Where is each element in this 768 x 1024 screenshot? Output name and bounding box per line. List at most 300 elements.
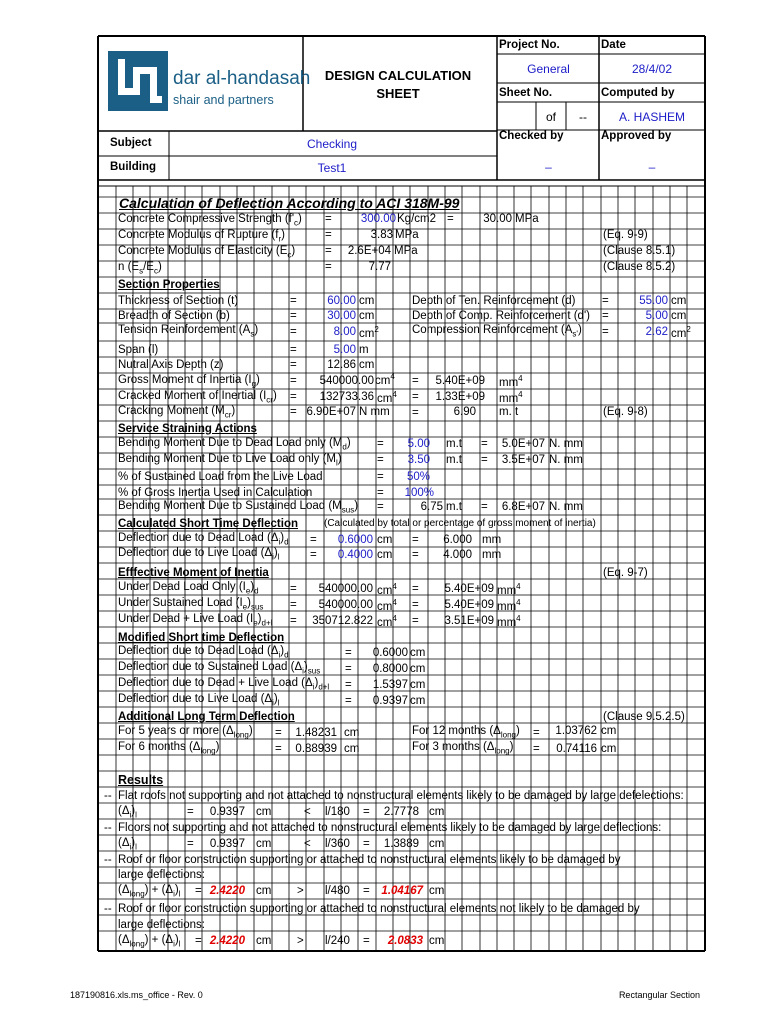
- result-1-text: Flat roofs not supporting and not attached to nonstructural elements likely to be damaged by large defelections:: [118, 790, 684, 802]
- ie-s-unit: $cm^4$: [377, 598, 397, 613]
- eq-sign: =: [345, 663, 352, 675]
- ec-ref: (Clause 8.5.1): [603, 245, 676, 257]
- eq-sign: =: [602, 310, 609, 322]
- eq-sign: =: [275, 743, 282, 755]
- eq-sign: =: [345, 679, 352, 691]
- result-4-limit-unit: cm: [429, 935, 445, 947]
- eq-sign: =: [310, 549, 317, 561]
- ig-unit: $cm^4$: [375, 372, 395, 387]
- computed-by-label: Computed by: [601, 87, 675, 99]
- eq-sign: =: [533, 727, 540, 739]
- d-label: Depth of Ten. Reinforcement (d): [412, 295, 576, 307]
- ie-s-mm-unit-text: mm: [497, 601, 517, 613]
- sheet-no-label: Sheet No.: [499, 87, 553, 99]
- span-value: 5.00: [333, 344, 356, 356]
- eq-sign: =: [377, 501, 384, 513]
- span-unit: m: [359, 344, 369, 356]
- mcr-ref: (Eq. 9-8): [603, 406, 648, 418]
- eq-sign: =: [412, 407, 419, 419]
- fr-unit: MPa: [395, 229, 419, 241]
- eq-sign: =: [412, 391, 419, 403]
- msus-value: 6.75: [420, 501, 443, 513]
- sheet-title-line1: DESIGN CALCULATION: [324, 68, 472, 83]
- n-mid: /E: [143, 261, 154, 273]
- md-l-sub2: l: [277, 698, 280, 708]
- mcr-sub: cr: [224, 410, 232, 420]
- fc-value: 300.00: [360, 213, 396, 225]
- st-dd-sub: i: [278, 537, 281, 547]
- mcr-unit: N mm: [359, 406, 390, 418]
- icr-value: 132733.36: [319, 391, 374, 403]
- eq-sign: =: [363, 806, 370, 818]
- md-d-label: Deflection due to Dead Load $(\Delta_i)_d$: [118, 645, 289, 660]
- md-d-unit: cm: [410, 647, 426, 659]
- ie-s-mm-unit: $mm^4$: [497, 598, 521, 613]
- fc-mpa: 30.00: [483, 213, 512, 225]
- md-s-label-text: Deflection due to Sustained Load (Δ: [118, 661, 303, 673]
- eq-sign: =: [602, 295, 609, 307]
- md-l-unit: cm: [410, 695, 426, 707]
- short-time-heading: Calculated Short Time Deflection: [118, 518, 298, 530]
- md-d-sub2: d: [284, 650, 289, 660]
- ie-s-sub: e: [242, 602, 248, 612]
- ml-label: Bending Moment Due to Live Load only $(M_l)$: [118, 453, 342, 468]
- ie-d-sub: e: [245, 586, 251, 596]
- lt-m6-label-text: For 6 months (Δ: [118, 741, 201, 753]
- result-dash: --: [104, 790, 112, 802]
- asp-unit: $cm^2$: [671, 325, 691, 340]
- st-dl-label: Deflection due to Live Load $(\Delta_i)_l$: [118, 547, 280, 562]
- ie-dl-sub: e: [253, 618, 258, 628]
- as-value: 8.00: [333, 326, 356, 338]
- md-dl-label: Deflection due to Dead + Live Load $(\Delta_i)_{d+l}$: [118, 677, 330, 692]
- r4-sym-b-sub2: l: [178, 939, 181, 949]
- ie-s-label: Under Sustained Load $(I_e)_{sus}$: [118, 597, 264, 612]
- md-l-sub: i: [272, 698, 274, 708]
- result-3-limit-unit: cm: [429, 885, 445, 897]
- fc-sub: c: [294, 218, 299, 228]
- eq-sign: =: [377, 487, 384, 499]
- ie-d-sub2: d: [254, 586, 259, 596]
- company-name: dar al-handasah: [173, 68, 311, 89]
- result-1-symbol: $(\Delta_i)_l$: [118, 805, 137, 820]
- ml-nmm-unit: N. mm: [549, 454, 583, 466]
- result-2-text: Floors not supporting and not attached to nonstructural elements likely to be damaged by large deflections:: [118, 822, 662, 834]
- ie-d-mm-unit-text: mm: [497, 585, 517, 597]
- md-label: Bending Moment Due to Dead Load only $(M_d)$: [118, 437, 351, 452]
- eq-sign: =: [447, 213, 454, 225]
- sheet-total: --: [579, 110, 587, 124]
- result-1-limit: 2.7778: [383, 806, 419, 818]
- z-label: Nutral Axis Depth (z): [118, 359, 224, 371]
- r4-sym-b: ) + (Δ: [144, 934, 174, 946]
- result-4-text-2: large deflections:: [118, 919, 205, 931]
- sheet-title-line2: SHEET: [376, 86, 420, 101]
- dp-label: Depth of Comp. Reinforcement (d'): [412, 310, 590, 322]
- eq-sign: =: [195, 935, 202, 947]
- n-sub1: s: [139, 266, 144, 276]
- result-dash: --: [104, 854, 112, 866]
- t-unit: cm: [359, 295, 375, 307]
- md-d-value: 0.6000: [372, 647, 408, 659]
- result-dash: --: [104, 903, 112, 915]
- ec-sub: c: [287, 250, 292, 260]
- result-4-limit: 2.0833: [387, 935, 423, 947]
- as-unit: $cm^2$: [359, 325, 379, 340]
- result-4-text-1: Roof or floor construction supporting or attached to nonstructural elements not likely to be damaged by: [118, 903, 640, 915]
- eq-sign: =: [345, 695, 352, 707]
- computed-by-value: A. HASHEM: [618, 110, 685, 124]
- lt-y5-sub: long: [233, 730, 249, 740]
- eq-sign: =: [363, 885, 370, 897]
- lt-m12-label-text: For 12 months (Δ: [412, 725, 501, 737]
- as-unit-text: cm: [359, 328, 375, 340]
- n-value: 7.77: [368, 261, 391, 273]
- lt-m6-value: 0.88939: [295, 743, 337, 755]
- modified-heading: Modified Short time Deflection: [118, 632, 285, 644]
- ie-dl-label: Under Dead + Live Load $(I_e)_{d+l}$: [118, 613, 273, 628]
- eq-sign: =: [377, 438, 384, 450]
- st-dd-sub2: d: [284, 537, 289, 547]
- ie-s-label-text: Under Sustained Load (I: [118, 597, 243, 609]
- icr-label-text: Cracked Moment of Inertial (I: [118, 390, 267, 402]
- eq-sign: =: [325, 229, 332, 241]
- ie-dl-mm-unit: $mm^4$: [497, 614, 521, 629]
- ie-dl-mm-unit-text: mm: [497, 617, 517, 629]
- ml-label-text: Bending Moment Due to Live Load only (M: [118, 453, 336, 465]
- fr-ref: (Eq. 9-9): [603, 229, 648, 241]
- st-dd-mm-unit: mm: [482, 534, 502, 546]
- eq-sign: =: [412, 549, 419, 561]
- span-label: Span (l): [118, 344, 159, 356]
- n-label-text: n (E: [118, 261, 140, 273]
- r2-sym-sub2: l: [135, 842, 137, 852]
- msus-nmm-unit: N. mm: [549, 501, 583, 513]
- eq-sign: =: [363, 935, 370, 947]
- md-dl-sub: i: [312, 682, 315, 692]
- n-sub2: c: [153, 266, 158, 276]
- r2-sym: (Δ: [118, 837, 130, 849]
- ig-mm: 5.40E+09: [435, 375, 485, 387]
- lt-m12-sub: long: [500, 730, 516, 740]
- lt-y5-unit: cm: [344, 727, 360, 739]
- lt-m3-label: For 3 months $(\Delta_{long})$: [412, 741, 514, 756]
- main-title-text: Calculation of Deflection According to ACI 318M-99: [119, 195, 460, 211]
- lt-m6-sub: long: [200, 746, 216, 756]
- ec-unit: MPa: [394, 245, 418, 257]
- main-title: [119, 196, 459, 210]
- asp-sub: s': [572, 329, 578, 339]
- gross-label: % of Gross Inertia Used in Calculation: [118, 487, 313, 499]
- result-3-op: >: [297, 885, 304, 897]
- md-d-label-text: Deflection due to Dead Load (Δ: [118, 645, 279, 657]
- gross-value: 100%: [404, 487, 434, 499]
- mcr-label-text: Cracking Moment (M: [118, 405, 225, 417]
- eq-sign: =: [363, 838, 370, 850]
- mcr-t: 6.90: [453, 406, 476, 418]
- result-3-unit: cm: [256, 885, 272, 897]
- subject-value: Checking: [306, 137, 358, 151]
- st-dl-mm: 4.000: [443, 549, 472, 561]
- st-dl-value: 0.4000: [337, 549, 373, 561]
- md-dl-sub2: d+l: [318, 682, 330, 692]
- st-dd-value: 0.6000: [337, 534, 373, 546]
- fc-label: Concrete Compressive Strength $(f'_c)$: [118, 213, 302, 228]
- ie-dl-unit: $cm^4$: [377, 614, 397, 629]
- results-heading: Results: [118, 773, 164, 787]
- asp-value: 2.62: [645, 326, 668, 338]
- mcr-value: 6.90E+07: [306, 406, 356, 418]
- eq-sign: =: [602, 326, 609, 338]
- project-no-label: Project No.: [499, 39, 560, 51]
- b-value: 30.00: [327, 310, 356, 322]
- lt-m12-unit: cm: [601, 725, 617, 737]
- ie-s-unit-text: cm: [377, 601, 393, 613]
- dp-unit: cm: [671, 310, 687, 322]
- lt-y5-value: 1.48231: [295, 727, 337, 739]
- ie-d-label: Under Dead Load Only $(I_e)_d$: [118, 581, 259, 596]
- eq-sign: =: [412, 375, 419, 387]
- md-nmm: 5.0E+07: [501, 438, 545, 450]
- sheet-of: of: [545, 110, 556, 124]
- lt-m6-label: For 6 months $(\Delta_{long})$: [118, 741, 220, 756]
- r3-sym-b: ) + (Δ: [144, 884, 174, 896]
- sus-value: 50%: [406, 471, 430, 483]
- result-2-value: 0.9397: [209, 838, 245, 850]
- eq-sign: =: [275, 727, 282, 739]
- sus-label: % of Sustained Load from the Live Load: [118, 471, 323, 483]
- result-2-limit-label: l/360: [325, 838, 350, 850]
- ig-mm-unit-text: mm: [499, 377, 519, 389]
- ec-label-text: Concrete Modulus of Elasticity (E: [118, 245, 288, 257]
- msus-label-text: Bending Moment Due to Sustained Load (M: [118, 500, 342, 512]
- icr-sub: cr: [266, 395, 273, 405]
- eq-sign: =: [377, 454, 384, 466]
- ec-label: Concrete Modulus of Elasticity $(E_c)$: [118, 245, 296, 260]
- st-dl-sub: i: [272, 552, 274, 562]
- result-4-unit: cm: [256, 935, 272, 947]
- eq-sign: =: [325, 245, 332, 257]
- z-value: 12.86: [327, 359, 356, 371]
- r1-sym-sub: i: [129, 810, 132, 820]
- eq-sign: =: [310, 534, 317, 546]
- mcr-label: Cracking Moment $(M_{cr})$: [118, 405, 236, 420]
- eq-sign: =: [290, 615, 297, 627]
- fr-sub: r: [278, 234, 282, 244]
- st-dl-unit: cm: [377, 549, 393, 561]
- eq-sign: =: [187, 806, 194, 818]
- result-3-text-1: Roof or floor construction supporting or attached to nonstructural elements likely to be damaged by: [118, 854, 621, 866]
- n-ref: (Clause 8.5.2): [603, 261, 676, 273]
- eq-sign: =: [290, 326, 297, 338]
- ig-unit-text: cm: [375, 375, 391, 387]
- result-1-limit-label: l/180: [325, 806, 350, 818]
- section-heading: Section Properties: [118, 279, 220, 291]
- lt-y5-label: For 5 years or more $(\Delta_{long})$: [118, 725, 253, 740]
- md-d-sub: i: [278, 650, 281, 660]
- checked-by-value: –: [545, 160, 552, 174]
- ie-dl-label-text: Under Dead + Live Load (I: [118, 613, 254, 625]
- d-value: 55.00: [639, 295, 668, 307]
- ie-s-sub2: sus: [250, 602, 264, 612]
- d-unit: cm: [671, 295, 687, 307]
- dp-value: 5.00: [645, 310, 668, 322]
- approved-by-value: –: [648, 160, 656, 174]
- result-2-limit: 1.3889: [383, 838, 419, 850]
- r4-sym-b-sub: i: [173, 939, 175, 949]
- n-label: n $(E_s/E_c)$: [118, 261, 162, 276]
- eq-sign: =: [481, 501, 488, 513]
- subject-label: Subject: [110, 137, 152, 149]
- long-term-ref: (Clause 9.5.2.5): [603, 711, 685, 723]
- effective-ref: (Eq. 9-7): [603, 567, 648, 579]
- result-3-limit: 1.04167: [381, 885, 423, 897]
- as-sub: s: [250, 329, 255, 339]
- result-2-op: <: [304, 838, 311, 850]
- ml-value: 3.50: [407, 454, 430, 466]
- result-1-value: 0.9397: [209, 806, 245, 818]
- eq-sign: =: [481, 454, 488, 466]
- lt-m3-unit: cm: [601, 743, 617, 755]
- fc-unit: Kg/cm2: [397, 213, 436, 225]
- b-label: Breadth of Section (b): [118, 310, 230, 322]
- eq-sign: =: [412, 599, 419, 611]
- z-unit: cm: [359, 359, 375, 371]
- icr-mm-unit-text: mm: [499, 393, 519, 405]
- msus-label: Bending Moment Due to Sustained Load $(M_{sus})$: [118, 500, 359, 515]
- eq-sign: =: [290, 599, 297, 611]
- ie-s-mm: 5.40E+09: [444, 599, 494, 611]
- result-4-op: >: [297, 935, 304, 947]
- result-4-limit-label: l/240: [325, 935, 350, 947]
- effective-heading: Efffective Moment of Inertia: [118, 567, 269, 579]
- eq-sign: =: [325, 213, 332, 225]
- lt-m6-unit: cm: [344, 743, 360, 755]
- result-2-limit-unit: cm: [429, 838, 445, 850]
- md-l-value: 0.9397: [372, 695, 408, 707]
- asp-unit-text: cm: [671, 328, 687, 340]
- result-4-symbol: $(\Delta_{long}) + (\Delta_i)_l$: [118, 934, 181, 949]
- lt-m3-sub: long: [494, 746, 510, 756]
- t-value: 60.00: [327, 295, 356, 307]
- lt-y5-label-text: For 5 years or more (Δ: [118, 725, 234, 737]
- result-3-value: 2.4220: [209, 885, 245, 897]
- building-value: Test1: [317, 161, 347, 175]
- eq-sign: =: [412, 615, 419, 627]
- icr-mm-unit: $mm^4$: [499, 390, 523, 405]
- result-3-text-2: large deflections:: [118, 869, 205, 881]
- st-dl-label-text: Deflection due to Live Load (Δ: [118, 547, 273, 559]
- md-label-text: Bending Moment Due to Dead Load only (M: [118, 437, 343, 449]
- as-label-text: Tension Reinforcement (A: [118, 324, 251, 336]
- company-subtitle: shair and partners: [173, 93, 274, 107]
- eq-sign: =: [195, 885, 202, 897]
- st-dd-label: Deflection due to Dead Load $(\Delta_i)_d$: [118, 532, 289, 547]
- result-4-value: 2.4220: [209, 935, 245, 947]
- md-s-sub2: sus: [307, 666, 321, 676]
- ie-d-unit-text: cm: [377, 585, 393, 597]
- result-dash: --: [104, 822, 112, 834]
- msus-unit: m.t: [446, 501, 462, 513]
- st-dd-mm: 6.000: [443, 534, 472, 546]
- fr-value: 3.83: [370, 229, 393, 241]
- r3-sym-b-sub2: l: [178, 889, 181, 899]
- t-label: Thickness of Section (t): [118, 295, 239, 307]
- eq-sign: =: [377, 471, 384, 483]
- fc-mpa-unit: MPa: [515, 213, 539, 225]
- approved-by-label: Approved by: [601, 130, 672, 142]
- result-2-symbol: $(\Delta_i)_l$: [118, 837, 137, 852]
- md-s-unit: cm: [410, 663, 426, 675]
- eq-sign: =: [345, 647, 352, 659]
- ie-dl-mm: 3.51E+09: [444, 615, 494, 627]
- eq-sign: =: [533, 743, 540, 755]
- md-sub: d: [342, 442, 347, 452]
- project-no-value: General: [527, 62, 570, 76]
- short-time-note: (Calculated by total or percentage of gross moment of inertia): [324, 518, 596, 529]
- date-value: 28/4/02: [631, 62, 673, 76]
- r1-sym: (Δ: [118, 805, 130, 817]
- eq-sign: =: [412, 583, 419, 595]
- lt-m12-value: 1.03762: [555, 725, 597, 737]
- asp-label-text: Compression Reinforcement (A: [412, 324, 573, 336]
- ie-dl-unit-text: cm: [377, 617, 393, 629]
- eq-sign: =: [325, 261, 332, 273]
- eq-sign: =: [481, 438, 488, 450]
- ml-unit: m.t: [446, 454, 462, 466]
- ie-d-value: 540000.00: [318, 583, 373, 595]
- date-label: Date: [601, 39, 626, 51]
- msus-nmm: 6.8E+07: [501, 501, 545, 513]
- long-term-heading: Additional Long Term Deflection: [118, 711, 295, 723]
- result-3-limit-label: l/480: [325, 885, 350, 897]
- mcr-t-unit: m. t: [499, 406, 519, 418]
- checked-by-label: Checked by: [499, 130, 564, 142]
- md-l-label-text: Deflection due to Live Load (Δ: [118, 693, 273, 705]
- md-dl-label-text: Deflection due to Dead + Live Load (Δ: [118, 677, 313, 689]
- r1-sym-sub2: l: [135, 810, 137, 820]
- st-dl-mm-unit: mm: [482, 549, 502, 561]
- fc-label-text: Concrete Compressive Strength (f': [118, 213, 295, 225]
- md-s-sub: i: [302, 666, 304, 676]
- eq-sign: =: [412, 534, 419, 546]
- fr-label-text: Concrete Modulus of Rupture (f: [118, 229, 279, 241]
- st-dl-sub2: l: [277, 552, 280, 562]
- fr-label: Concrete Modulus of Rupture $(f_r)$: [118, 229, 285, 244]
- result-2-unit: cm: [256, 838, 272, 850]
- ig-sub: g: [251, 379, 257, 389]
- ie-s-value: 540000.00: [318, 599, 373, 611]
- lt-m3-label-text: For 3 months (Δ: [412, 741, 495, 753]
- r3-sym-a-sub: long: [129, 889, 145, 899]
- eq-sign: =: [290, 583, 297, 595]
- asp-label: Compression Reinforcement $(A_{s'})$: [412, 324, 582, 339]
- icr-unit: $cm^4$: [377, 390, 397, 405]
- eq-sign: =: [187, 838, 194, 850]
- company-logo: [108, 51, 168, 111]
- ml-sub: l: [335, 458, 338, 468]
- result-1-limit-unit: cm: [429, 806, 445, 818]
- lt-m12-label: For 12 months $(\Delta_{long})$: [412, 725, 520, 740]
- eq-sign: =: [290, 375, 297, 387]
- icr-unit-text: cm: [377, 393, 393, 405]
- md-nmm-unit: N. mm: [549, 438, 583, 450]
- md-s-value: 0.8000: [372, 663, 408, 675]
- r3-sym-b-sub: i: [173, 889, 175, 899]
- r2-sym-sub: i: [129, 842, 132, 852]
- md-dl-value: 1.5397: [372, 679, 408, 691]
- result-1-unit: cm: [256, 806, 272, 818]
